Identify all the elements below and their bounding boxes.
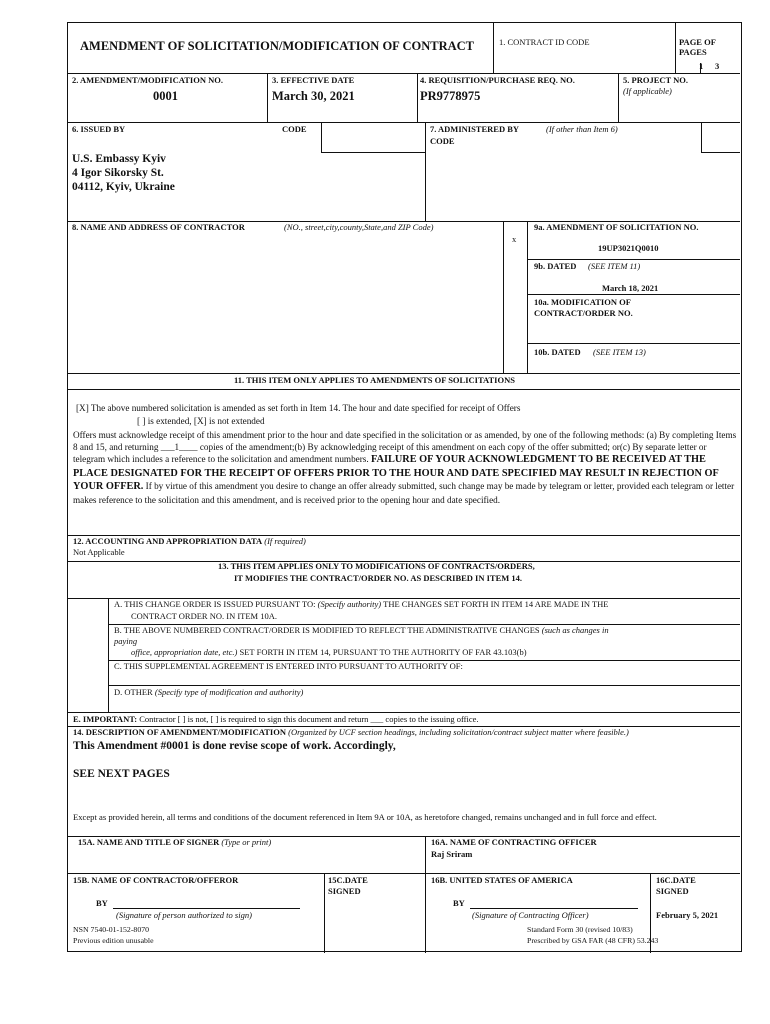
divider [108, 685, 740, 686]
item13-d-line [114, 688, 303, 698]
item11-line-2: [ ] is extended, [X] is not extended [137, 416, 265, 426]
item11-methods: Offers must acknowledge receipt of this amendment prior to the hour and date specified in the solicitation or as amended, by one of the following methods: (a) By completing Items 8 and 15, and returning ___1____ copies of the amendment;(b) By acknowledging receipt of this amendment on each copy of the offer submitted; or(c) By separate letter or telegram which includes a reference to the solicitation and amendment numbers. [73, 430, 737, 465]
project-note: (If applicable) [623, 86, 672, 96]
contractor-note: (NO., street,city,county,State,and ZIP Code) [284, 222, 434, 232]
item13-b-note: (such as changes in [541, 625, 609, 635]
effective-date-value: March 30, 2021 [272, 89, 355, 103]
item13-b-line-3 [131, 648, 527, 658]
item13-title-1: 13. THIS ITEM APPLIES ONLY TO MODIFICATIONS OF CONTRACTS/ORDERS, [218, 561, 535, 571]
divider [321, 152, 425, 153]
divider [527, 259, 740, 260]
item15b-label: 15B. NAME OF CONTRACTOR/OFFEROR [73, 875, 239, 885]
item16a-value: Raj Sriram [431, 849, 473, 859]
divider [417, 73, 418, 122]
item16b-label: 16B. UNITED STATES OF AMERICA [431, 875, 573, 885]
mod-label-1: 10a. MODIFICATION OF [534, 297, 631, 307]
item13-b-line-1 [114, 626, 609, 636]
requisition-value: PR9778975 [420, 89, 481, 103]
form-title: AMENDMENT OF SOLICITATION/MODIFICATION OF CONTRACT [80, 39, 475, 53]
item16a-label: 16A. NAME OF CONTRACTING OFFICER [431, 837, 597, 847]
requisition-label: 4. REQUISITION/PURCHASE REQ. NO. [420, 75, 575, 85]
footer-prescribed: Prescribed by GSA FAR (48 CFR) 53.243 [527, 936, 659, 945]
item16c-label-2: SIGNED [656, 886, 689, 896]
mod-label-2: CONTRACT/ORDER NO. [534, 308, 633, 318]
divider [527, 294, 740, 295]
item13-a-note: (Specify authority) [317, 599, 382, 609]
item15c-label-1: 15C.DATE [328, 875, 368, 885]
contractor-signature-line[interactable] [113, 908, 300, 909]
item14-description: This Amendment #0001 is done revise scope of work. Accordingly, [73, 740, 396, 752]
item11-paragraph [73, 429, 739, 506]
administered-by-label: 7. ADMINISTERED BY [430, 124, 520, 134]
item13-d-note: (Specify type of modification and authority) [154, 687, 304, 697]
item16c-value: February 5, 2021 [656, 910, 719, 920]
divider [68, 389, 740, 390]
issuer-line-3: 04112, Kyiv, Ukraine [72, 181, 175, 193]
divider [68, 73, 740, 74]
item16c-label-1: 16C.DATE [656, 875, 696, 885]
item16b-sig-note: (Signature of Contracting Officer) [472, 910, 589, 920]
divider [108, 598, 109, 712]
issued-by-label: 6. ISSUED BY [72, 124, 126, 134]
item15a-label-line [78, 838, 271, 848]
contractor-label: 8. NAME AND ADDRESS OF CONTRACTOR [72, 222, 245, 232]
item11-line-1: [X] The above numbered solicitation is amended as set forth in Item 14. The hour and date specified for receipt of Offers [76, 403, 521, 413]
item-e-label: E. IMPORTANT: [73, 714, 138, 724]
footer-previous: Previous edition unusable [73, 936, 154, 945]
item13-a-line-1 [114, 600, 609, 610]
divider [68, 122, 740, 123]
page-number: 1 [699, 61, 704, 71]
administered-code-label: CODE [430, 136, 455, 146]
divider [527, 221, 528, 373]
divider [68, 373, 740, 374]
item13-title-2: IT MODIFIES THE CONTRACT/ORDER NO. AS DESCRIBED IN ITEM 14. [234, 573, 523, 583]
amend-no-value: 0001 [153, 89, 178, 103]
divider [701, 122, 702, 152]
item14-note: (Organized by UCF section headings, including solicitation/contract subject matter where feasible.) [288, 727, 629, 737]
item12-label: 12. ACCOUNTING AND APPROPRIATION DATA [73, 536, 263, 546]
dated-9b-value: March 18, 2021 [602, 283, 659, 293]
item12-note: (If required) [264, 536, 306, 546]
item12-label-line [73, 537, 306, 547]
item13-d-text: D. OTHER [114, 687, 153, 697]
issued-code-label: CODE [282, 124, 307, 134]
dated-10b-label: 10b. DATED [534, 347, 581, 357]
divider [675, 23, 676, 73]
officer-signature-line[interactable] [470, 908, 638, 909]
divider [503, 221, 504, 373]
item13-b3-tail: SET FORTH IN ITEM 14, PURSUANT TO THE AUTHORITY OF FAR 43.103(b) [239, 647, 527, 657]
issuer-line-1: U.S. Embassy Kyiv [72, 153, 166, 165]
item11-title: 11. THIS ITEM ONLY APPLIES TO AMENDMENTS OF SOLICITATIONS [234, 375, 515, 385]
item-e-text: Contractor [ ] is not, [ ] is required to sign this document and return ___ copies to the issuing office. [139, 714, 479, 724]
divider [267, 73, 268, 122]
dated-9b-note: (SEE ITEM 11) [588, 261, 641, 271]
item14-label-line [73, 728, 629, 738]
footer-nsn: NSN 7540-01-152-8070 [73, 925, 150, 934]
divider [618, 73, 619, 122]
issuer-line-2: 4 Igor Sikorsky St. [72, 167, 164, 179]
divider [68, 712, 740, 713]
item14-except: Except as provided herein, all terms and conditions of the document referenced in Item 9A or 10A, as heretofore changed, remains unchanged and in full force and effect. [73, 812, 657, 822]
item13-a-tail: THE CHANGES SET FORTH IN ITEM 14 ARE MADE IN THE [383, 599, 609, 609]
item-e-line [73, 715, 479, 725]
effective-date-label: 3. EFFECTIVE DATE [272, 75, 355, 85]
item15c-label-2: SIGNED [328, 886, 361, 896]
item15a-note: (Type or print) [221, 837, 272, 847]
amend-no-label: 2. AMENDMENT/MODIFICATION NO. [72, 75, 223, 85]
divider [324, 873, 325, 953]
item11-tail: If by virtue of this amendment you desire to change an offer already submitted, such change may be made by telegram or letter, provided each telegram or letter makes reference to the solicitation and this amendment, and is received prior to the opening hour and date specified. [73, 481, 735, 506]
item12-value: Not Applicable [73, 547, 125, 557]
divider [527, 343, 740, 344]
dated-9b-label: 9b. DATED [534, 261, 577, 271]
item15b-sig-note: (Signature of person authorized to sign) [116, 910, 252, 920]
item13-b3-note: office, appropriation date, etc.) [131, 647, 238, 657]
contract-id-label: 1. CONTRACT ID CODE [499, 37, 590, 47]
item14-label: 14. DESCRIPTION OF AMENDMENT/MODIFICATION [73, 727, 286, 737]
divider [701, 152, 740, 153]
item13-c-line: C. THIS SUPPLEMENTAL AGREEMENT IS ENTERED INTO PURSUANT TO AUTHORITY OF: [114, 661, 463, 671]
divider [425, 836, 426, 953]
item13-a-text: A. THIS CHANGE ORDER IS ISSUED PURSUANT TO: [114, 599, 316, 609]
item15a-label: 15A. NAME AND TITLE OF SIGNER [78, 837, 220, 847]
item11-warning: FAILURE OF YOUR ACKNOWLEDGMENT TO BE RECEIVED AT THE PLACE DESIGNATED FOR THE RECEIPT OF OFFERS PRIOR TO THE HOUR AND DATE SPECIFIED MAY RESULT IN REJECTION OF YOUR OFFER. [73, 454, 719, 493]
amend-x-mark: x [512, 234, 517, 244]
divider [493, 23, 494, 73]
divider [425, 122, 426, 221]
footer-standard-form: Standard Form 30 (revised 10/83) [527, 925, 633, 934]
project-label: 5. PROJECT NO. [623, 75, 689, 85]
item15b-by: BY [96, 898, 108, 908]
amend-sol-value: 19UP3021Q0010 [598, 243, 659, 253]
administered-by-note: (If other than Item 6) [546, 124, 618, 134]
item16b-by: BY [453, 898, 465, 908]
item13-a-line-2: CONTRACT ORDER NO. IN ITEM 10A. [131, 611, 277, 621]
divider [321, 122, 322, 152]
divider [68, 873, 740, 874]
item13-b-text: B. THE ABOVE NUMBERED CONTRACT/ORDER IS MODIFIED TO REFLECT THE ADMINISTRATIVE CHANGES [114, 625, 540, 635]
page-label: PAGE OF PAGES [679, 37, 716, 57]
dated-10b-note: (SEE ITEM 13) [593, 347, 646, 357]
amend-sol-label: 9a. AMENDMENT OF SOLICITATION NO. [534, 222, 699, 232]
page-total: 3 [715, 61, 720, 71]
item13-b-line-2: paying [114, 636, 138, 646]
item14-see-next: SEE NEXT PAGES [73, 768, 170, 780]
